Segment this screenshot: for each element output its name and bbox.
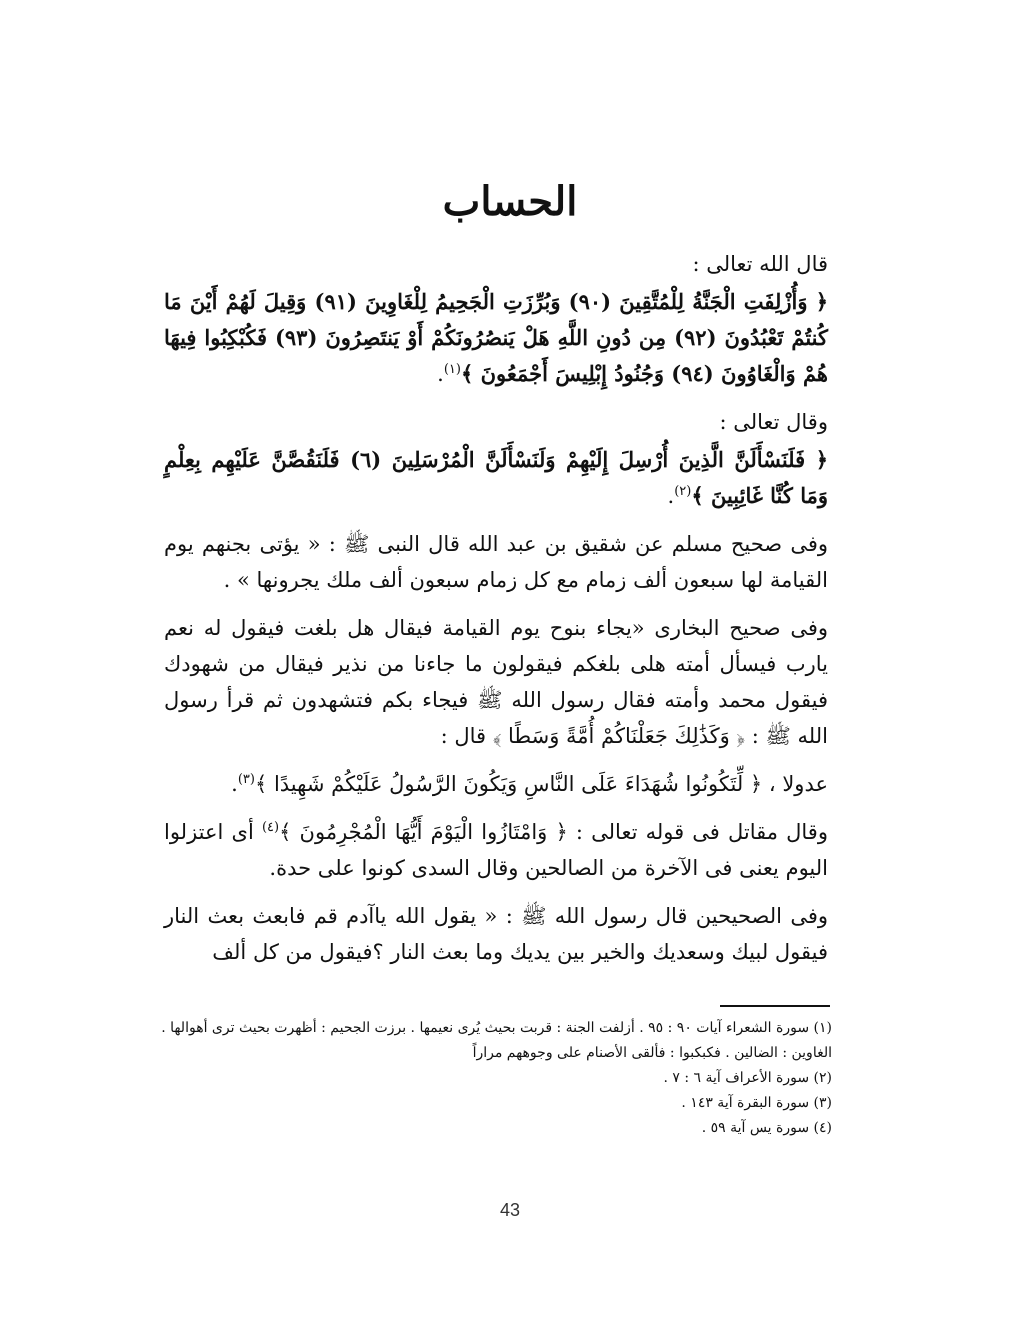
footnote: (٢) سورة الأعراف آية ٦ : ٧ . xyxy=(663,1070,832,1086)
paragraph-text: وفى صحيح مسلم عن شقيق بن عبد الله قال النبى ﷺ : « يؤتى بجنهم يوم القيامة لها سبعون ألف زمام مع كل زمام سبعون ألف ملك يجرونها » . xyxy=(164,532,828,592)
paragraph-text: عدولا ، ﴿ لِّتَكُونُوا شُهَدَاءَ عَلَى النَّاسِ وَيَكُونَ الرَّسُولُ عَلَيْكُمْ شَهِيدًا ﴾ xyxy=(254,772,828,796)
paragraph xyxy=(164,404,828,440)
body-text xyxy=(164,246,828,982)
paragraph-text: وقال تعالى : xyxy=(719,410,828,434)
verse-text: ﴿ فَلَنَسْأَلَنَّ الَّذِينَ أُرْسِلَ إِلَيْهِمْ وَلَنَسْأَلَنَّ الْمُرْسَلِينَ (٦) فَلَنَقُصَّنَّ عَلَيْهِم بِعِلْمٍ وَمَا كُنَّا غَائِبِينَ ﴾ xyxy=(164,447,828,508)
paragraph-text: وفى الصحيحين قال رسول الله ﷺ : « يقول الله ياآدم قم فابعث بعث النار فيقول لبيك وسعديك والخير بين يديك وما بعث النار ؟فيقول من كل ألف xyxy=(164,904,828,964)
paragraph-text: قال الله تعالى : xyxy=(692,252,828,276)
paragraph xyxy=(164,526,828,598)
paragraph-text: وقال مقاتل فى قوله تعالى : ﴿ وَامْتَازُوا الْيَوْمَ أَيُّهَا الْمُجْرِمُونَ ﴾ xyxy=(279,820,828,844)
paragraph-text: وفى صحيح البخارى «يجاء بنوح يوم القيامة فيقال هل بلغت فيقول له نعم يارب فيسأل أمته هلى بلغكم فيقولون ما جاءنا من نذير فيقال من شهودك فيقول محمد وأمته فقال رسول الله ﷺ فيجاء بكم فتشهدون ثم قرأ رسول الله ﷺ : ﴿ وَكَذَٰلِكَ جَعَلْنَاكُمْ أُمَّةً وَسَطًا ﴾ قال : xyxy=(164,616,828,748)
quran-verse xyxy=(164,442,828,514)
paragraph xyxy=(164,814,828,886)
footnote-ref: (٤) xyxy=(261,820,280,835)
footnotes xyxy=(150,1016,832,1141)
paragraph xyxy=(164,898,828,970)
footnote: (٤) سورة يس آية ٥٩ . xyxy=(701,1120,832,1136)
punctuation: . xyxy=(231,772,238,796)
paragraph xyxy=(164,246,828,282)
paragraph-continuation: أى اعتزلوا اليوم يعنى فى الآخرة من الصالحين وقال السدى كونوا على حدة. xyxy=(164,820,828,880)
footnote: (٣) سورة البقرة آية ١٤٣ . xyxy=(681,1095,832,1111)
paragraph xyxy=(164,610,828,754)
paragraph xyxy=(164,766,828,802)
chapter-title: الحساب xyxy=(442,178,578,225)
footnote-ref: (١) xyxy=(443,362,461,377)
quran-verse xyxy=(164,284,828,392)
punctuation: . xyxy=(667,484,675,508)
footnote-ref: (٢) xyxy=(674,484,692,499)
page-number: 43 xyxy=(499,1200,521,1220)
footnote-ref: (٣) xyxy=(237,772,255,787)
footnote: (١) سورة الشعراء آيات ٩٠ : ٩٥ . أزلفت الجنة : قربت بحيث يُرى نعيمها . برزت الجحيم : أظهرت بحيث ترى أهوالها . الغاوين : الضالين . فكبكبوا : فألقى الأصنام على وجوههم مراراً xyxy=(161,1020,832,1061)
footnote-divider xyxy=(720,1005,830,1007)
punctuation: . xyxy=(437,362,444,386)
verse-text: ﴿ وَأُزْلِفَتِ الْجَنَّةُ لِلْمُتَّقِينَ (٩٠) وَبُرِّزَتِ الْجَحِيمُ لِلْغَاوِينَ (٩١) وَقِيلَ لَهُمْ أَيْنَ مَا كُنتُمْ تَعْبُدُونَ (٩٢) مِن دُونِ اللَّهِ هَلْ يَنصُرُونَكُمْ أَوْ يَنتَصِرُونَ (٩٣) فَكُبْكِبُوا فِيهَا هُمْ وَالْغَاوُونَ (٩٤) وَجُنُودُ إِبْلِيسَ أَجْمَعُونَ ﴾ xyxy=(164,289,829,386)
